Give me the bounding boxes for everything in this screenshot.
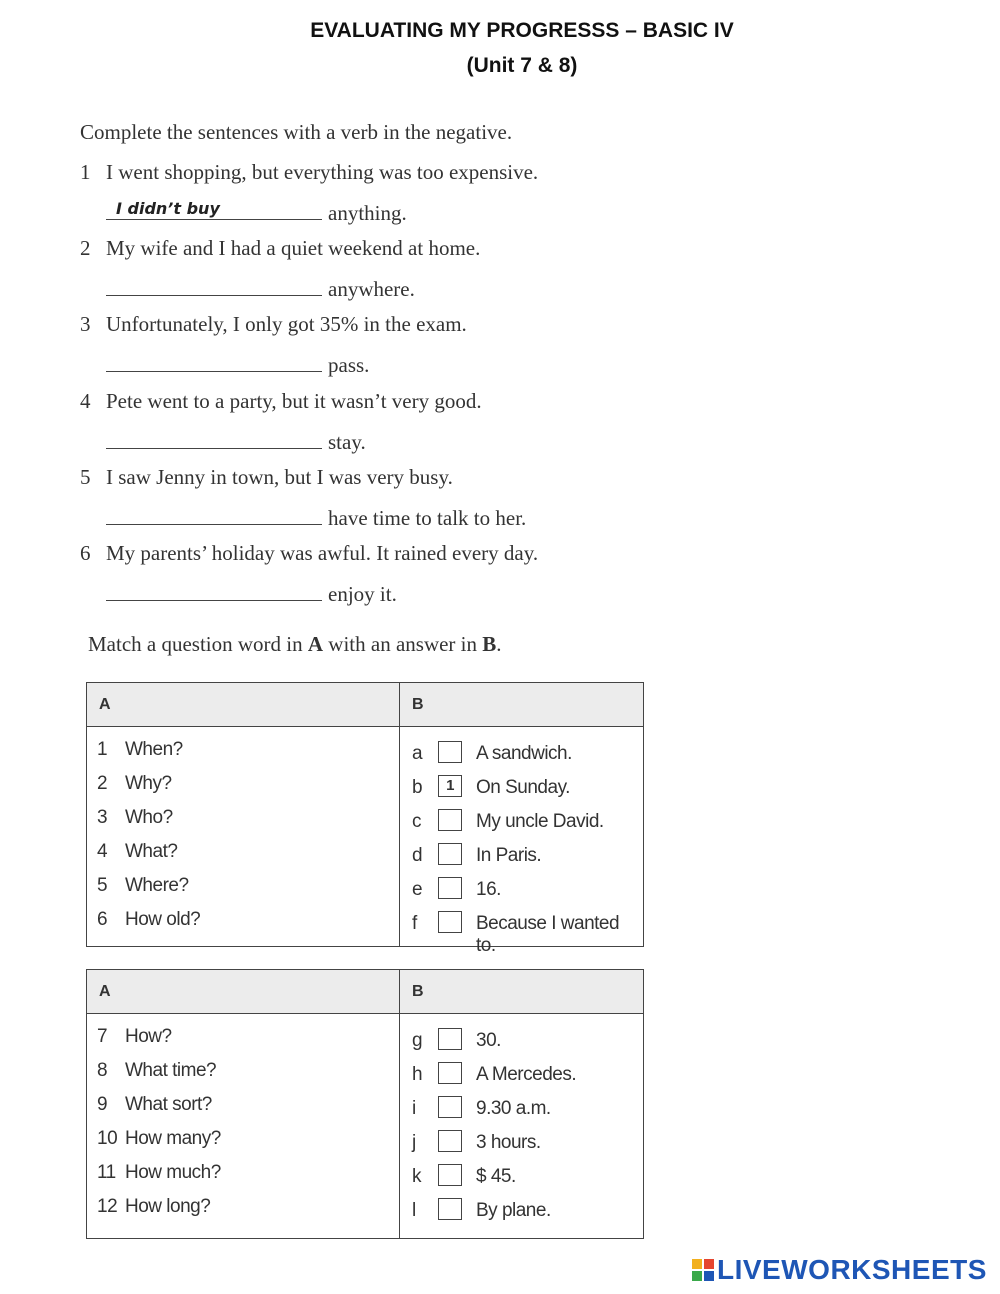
answer-row bbox=[400, 1022, 643, 1056]
instruction-text-1: Match a question word in bbox=[88, 632, 308, 656]
answer-box[interactable] bbox=[438, 843, 462, 865]
prompt-text: Pete went to a party, but it wasn’t very good. bbox=[106, 389, 482, 413]
sentence-prompt bbox=[80, 236, 480, 261]
instruction-bold-b: B bbox=[482, 632, 497, 656]
item-number: 4 bbox=[80, 389, 91, 413]
answer-list bbox=[400, 727, 643, 956]
page-title: EVALUATING MY PROGRESSS – BASIC IV bbox=[310, 19, 734, 42]
answer-row bbox=[400, 837, 643, 871]
answer-blank[interactable] bbox=[106, 428, 322, 449]
question-row bbox=[87, 905, 399, 939]
answer-row bbox=[400, 1158, 643, 1192]
answer-box[interactable] bbox=[438, 1062, 462, 1084]
prompt-text: My parents’ holiday was awful. It rained every day. bbox=[106, 541, 539, 565]
prompt-text: I saw Jenny in town, but I was very busy. bbox=[106, 465, 453, 489]
answer-box[interactable] bbox=[438, 1198, 462, 1220]
match-table-1 bbox=[86, 682, 644, 956]
question-word: Where? bbox=[125, 875, 189, 896]
question-word: How many? bbox=[125, 1128, 221, 1149]
instruction-bold-a: A bbox=[307, 632, 324, 656]
written-answer: I didn’t buy bbox=[116, 199, 220, 218]
question-word: How? bbox=[125, 1026, 172, 1047]
question-row bbox=[87, 1192, 399, 1226]
answer-text: $ 45. bbox=[476, 1166, 516, 1187]
question-row bbox=[87, 1090, 399, 1124]
answer-row bbox=[400, 905, 643, 956]
question-word: What time? bbox=[125, 1060, 217, 1081]
item-number: 3 bbox=[80, 312, 91, 336]
answer-text: Because I wanted to. bbox=[476, 913, 620, 956]
answer-line bbox=[106, 275, 415, 302]
answer-text: A sandwich. bbox=[476, 743, 572, 764]
answer-box[interactable] bbox=[438, 911, 462, 933]
item-number: 5 bbox=[80, 465, 91, 489]
answer-text: 16. bbox=[476, 879, 501, 900]
answer-letter: a bbox=[412, 743, 423, 764]
column-b-header: B bbox=[400, 970, 644, 1014]
answer-letter: l bbox=[412, 1200, 416, 1221]
question-row bbox=[87, 769, 399, 803]
question-number: 9 bbox=[97, 1094, 108, 1115]
answer-box[interactable] bbox=[438, 741, 462, 763]
question-list bbox=[87, 727, 399, 939]
answer-text: By plane. bbox=[476, 1200, 551, 1221]
logo-icon bbox=[692, 1259, 714, 1281]
answer-letter: d bbox=[412, 845, 423, 866]
question-row bbox=[87, 837, 399, 871]
logo-text: LIVEWORKSHEETS bbox=[717, 1254, 987, 1285]
logo-square bbox=[692, 1271, 702, 1281]
answer-letter: i bbox=[412, 1098, 416, 1119]
answer-row bbox=[400, 735, 643, 769]
question-row bbox=[87, 1056, 399, 1090]
sentence-ending: enjoy it. bbox=[328, 582, 397, 606]
answer-line bbox=[106, 580, 397, 607]
answer-blank[interactable] bbox=[106, 275, 322, 296]
question-word: Why? bbox=[125, 773, 172, 794]
answer-row bbox=[400, 1090, 643, 1124]
answer-row bbox=[400, 769, 643, 803]
column-b-header: B bbox=[400, 683, 644, 727]
answer-box[interactable] bbox=[438, 877, 462, 899]
answer-row bbox=[400, 871, 643, 905]
answer-text: My uncle David. bbox=[476, 811, 604, 832]
answer-line bbox=[106, 351, 369, 378]
sentence-prompt bbox=[80, 160, 538, 185]
question-number: 6 bbox=[97, 909, 108, 930]
answer-blank[interactable] bbox=[106, 580, 322, 601]
question-word: When? bbox=[125, 739, 183, 760]
answer-letter: e bbox=[412, 879, 423, 900]
answer-box[interactable]: 1 bbox=[438, 775, 462, 797]
answer-letter: g bbox=[412, 1030, 423, 1051]
prompt-text: Unfortunately, I only got 35% in the exam. bbox=[106, 312, 467, 336]
sentence-ending: stay. bbox=[328, 430, 366, 454]
question-number: 3 bbox=[97, 807, 108, 828]
question-number: 7 bbox=[97, 1026, 108, 1047]
question-word: How much? bbox=[125, 1162, 221, 1183]
answer-box[interactable] bbox=[438, 1164, 462, 1186]
answer-box[interactable] bbox=[438, 1096, 462, 1118]
answer-letter: c bbox=[412, 811, 421, 832]
answer-row bbox=[400, 1056, 643, 1090]
answer-row bbox=[400, 1192, 643, 1226]
instruction-text-3: . bbox=[496, 632, 502, 656]
answer-list bbox=[400, 1014, 643, 1226]
question-word: What sort? bbox=[125, 1094, 212, 1115]
answer-blank[interactable] bbox=[106, 351, 322, 372]
column-a-header: A bbox=[87, 970, 400, 1014]
question-number: 1 bbox=[97, 739, 108, 760]
question-number: 5 bbox=[97, 875, 108, 896]
question-row bbox=[87, 1124, 399, 1158]
answer-letter: b bbox=[412, 777, 423, 798]
answer-text: A Mercedes. bbox=[476, 1064, 577, 1085]
answer-line bbox=[106, 428, 366, 455]
answer-letter: f bbox=[412, 913, 417, 934]
question-word: How long? bbox=[125, 1196, 211, 1217]
column-a-header: A bbox=[87, 683, 400, 727]
exercise1-instruction: Complete the sentences with a verb in the negative. bbox=[80, 120, 513, 144]
sentence-prompt bbox=[80, 312, 467, 337]
prompt-text: I went shopping, but everything was too expensive. bbox=[106, 160, 539, 184]
question-number: 2 bbox=[97, 773, 108, 794]
answer-line bbox=[106, 504, 526, 531]
prompt-text: My wife and I had a quiet weekend at home. bbox=[106, 236, 481, 260]
answer-letter: h bbox=[412, 1064, 423, 1085]
question-word: Who? bbox=[125, 807, 173, 828]
liveworksheets-logo bbox=[692, 1254, 987, 1286]
exercise2-instruction bbox=[88, 632, 502, 657]
question-number: 4 bbox=[97, 841, 108, 862]
question-row bbox=[87, 1022, 399, 1056]
match-table-2 bbox=[86, 969, 644, 1239]
sentence-ending: anything. bbox=[328, 201, 407, 225]
question-word: What? bbox=[125, 841, 178, 862]
question-number: 8 bbox=[97, 1060, 108, 1081]
question-number: 11 bbox=[97, 1162, 116, 1183]
answer-box[interactable] bbox=[438, 809, 462, 831]
answer-text: 30. bbox=[476, 1030, 501, 1051]
logo-square bbox=[704, 1271, 714, 1281]
logo-square bbox=[692, 1259, 702, 1269]
item-number: 1 bbox=[80, 160, 91, 184]
question-row bbox=[87, 1158, 399, 1192]
question-row bbox=[87, 735, 399, 769]
question-number: 12 bbox=[97, 1196, 118, 1217]
sentence-ending: have time to talk to her. bbox=[328, 506, 527, 530]
question-row bbox=[87, 803, 399, 837]
instruction-text-2: with an answer in bbox=[323, 632, 483, 656]
sentence-prompt bbox=[80, 541, 538, 566]
answer-line bbox=[106, 199, 407, 226]
answer-letter: k bbox=[412, 1166, 421, 1187]
answer-text: In Paris. bbox=[476, 845, 542, 866]
answer-box[interactable] bbox=[438, 1028, 462, 1050]
sentence-prompt bbox=[80, 465, 453, 490]
sentence-ending: pass. bbox=[328, 353, 370, 377]
answer-row bbox=[400, 803, 643, 837]
answer-blank[interactable] bbox=[106, 199, 322, 220]
sentence-prompt bbox=[80, 389, 482, 414]
item-number: 6 bbox=[80, 541, 91, 565]
item-number: 2 bbox=[80, 236, 91, 260]
answer-blank[interactable] bbox=[106, 504, 322, 525]
answer-row bbox=[400, 1124, 643, 1158]
page-subtitle: (Unit 7 & 8) bbox=[466, 54, 578, 77]
answer-text: On Sunday. bbox=[476, 777, 570, 798]
question-row bbox=[87, 871, 399, 905]
answer-text: 3 hours. bbox=[476, 1132, 541, 1153]
question-word: How old? bbox=[125, 909, 201, 930]
answer-letter: j bbox=[412, 1132, 416, 1153]
question-list bbox=[87, 1014, 399, 1226]
sentence-ending: anywhere. bbox=[328, 277, 415, 301]
answer-text: 9.30 a.m. bbox=[476, 1098, 551, 1119]
answer-box[interactable] bbox=[438, 1130, 462, 1152]
logo-square bbox=[704, 1259, 714, 1269]
question-number: 10 bbox=[97, 1128, 118, 1149]
